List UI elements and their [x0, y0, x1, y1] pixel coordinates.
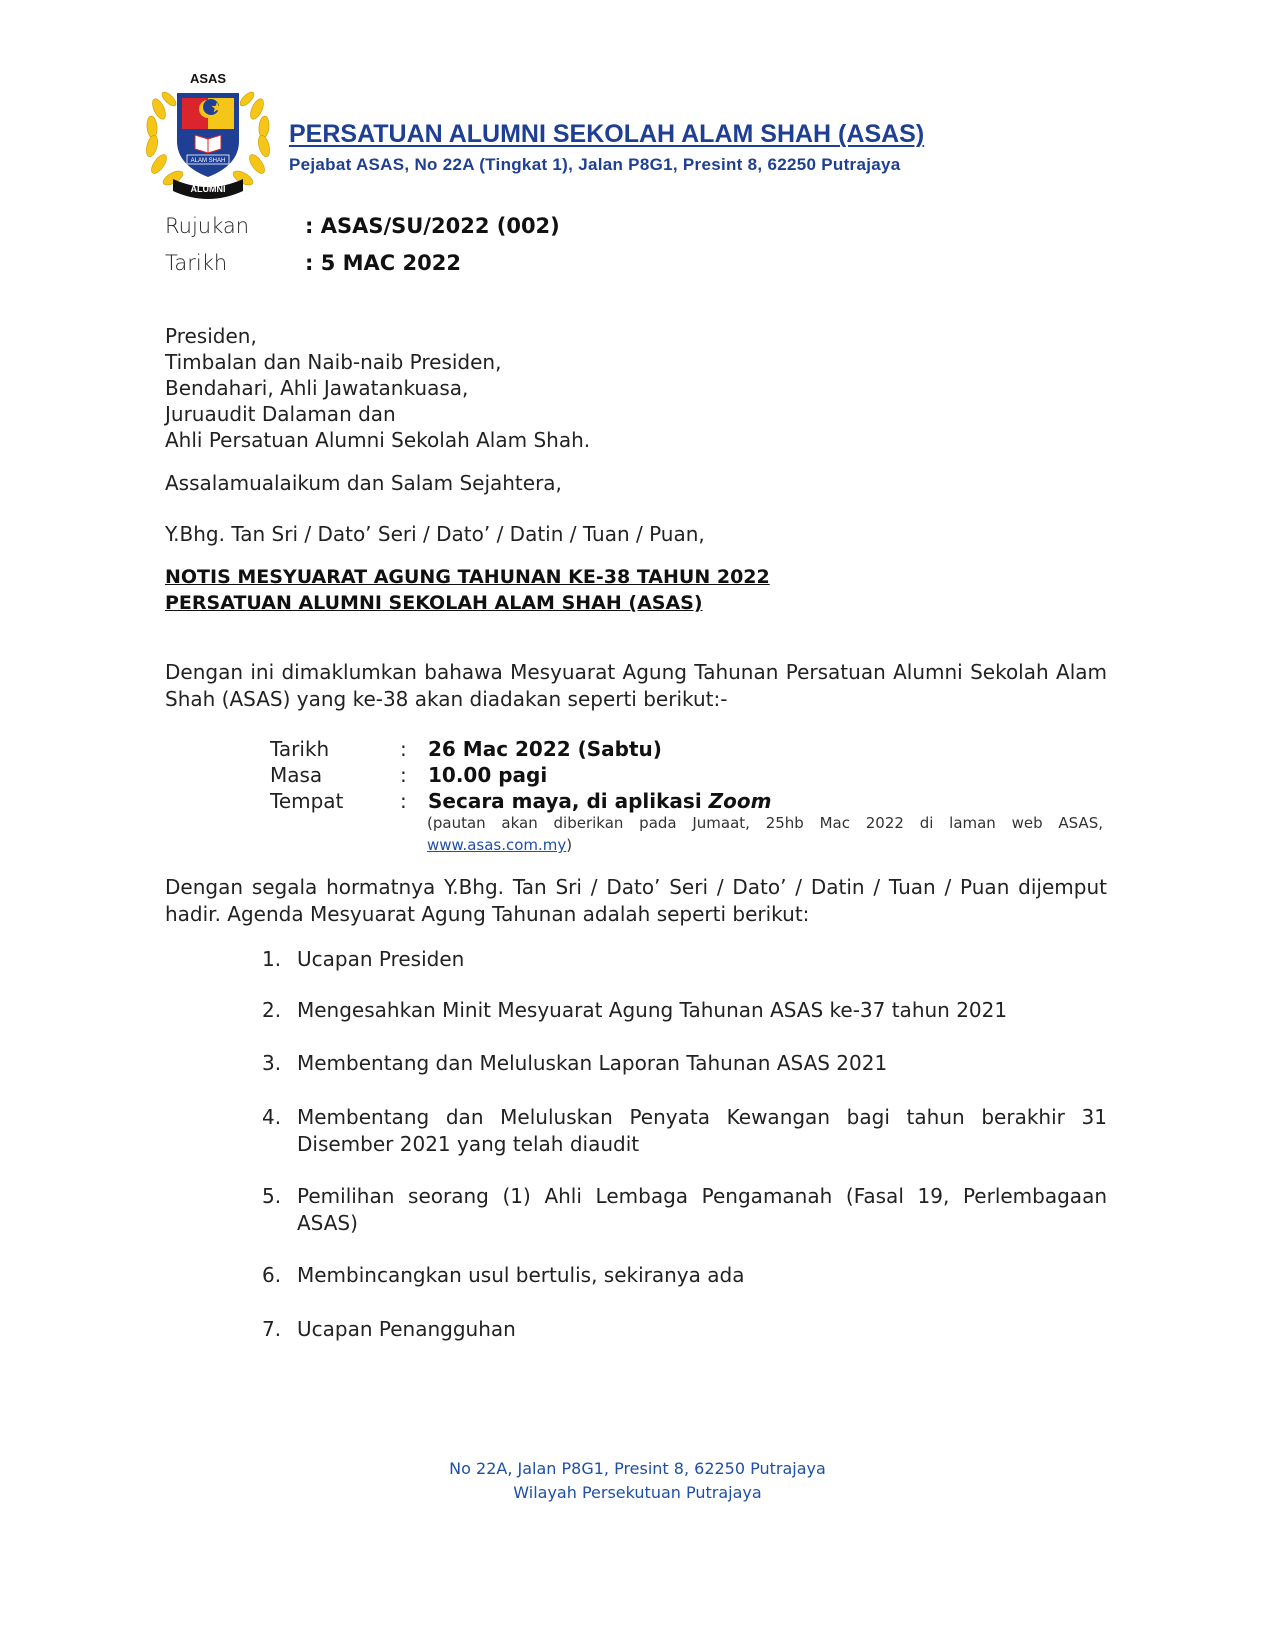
footer-address-line2: Wilayah Persekutuan Putrajaya: [513, 1483, 762, 1502]
agenda-text: Ucapan Presiden: [297, 947, 465, 971]
agenda-number: 3.: [262, 1051, 282, 1075]
colon: :: [400, 789, 407, 813]
meeting-venue-value: [428, 789, 771, 813]
reference-label: Rujukan: [165, 214, 250, 238]
recipient-line: Timbalan dan Naib-naib Presiden,: [165, 350, 502, 374]
greeting: Assalamualaikum dan Salam Sejahtera,: [165, 471, 562, 495]
agenda-text: Membentang dan Meluluskan Penyata Kewangan bagi tahun berakhir 31 Disember 2021 yang telah diaudit: [297, 1105, 1107, 1156]
agenda-text: Membincangkan usul bertulis, sekiranya ada: [297, 1263, 745, 1287]
colon: :: [400, 763, 407, 787]
notice-title-line1: NOTIS MESYUARAT AGUNG TAHUNAN KE-38 TAHUN 2022: [165, 566, 770, 588]
org-name: PERSATUAN ALUMNI SEKOLAH ALAM SHAH (ASAS): [289, 120, 925, 148]
agenda-item: [262, 1262, 1107, 1289]
reference-row: [165, 214, 560, 238]
asas-website-link[interactable]: www.asas.com.my: [427, 836, 567, 854]
org-address: Pejabat ASAS, No 22A (Tingkat 1), Jalan P8G1, Presint 8, 62250 Putrajaya: [289, 155, 901, 174]
venue-app-name: Zoom: [708, 789, 772, 813]
meeting-date-value: 26 Mac 2022 (Sabtu): [428, 737, 662, 761]
agenda-text: Pemilihan seorang (1) Ahli Lembaga Pengamanah (Fasal 19, Perlembagaan ASAS): [297, 1184, 1107, 1235]
note-text: (pautan akan diberikan pada Jumaat, 25hb Mac 2022 di laman web ASAS,: [427, 814, 1103, 832]
letter-date-row: [165, 251, 461, 275]
footer-address-line1: No 22A, Jalan P8G1, Presint 8, 62250 Putrajaya: [449, 1459, 826, 1478]
agenda-text: Ucapan Penangguhan: [297, 1317, 516, 1341]
meeting-date-row: [270, 736, 662, 762]
salutation: Y.Bhg. Tan Sri / Dato’ Seri / Dato’ / Datin / Tuan / Puan,: [165, 522, 705, 546]
meeting-date-label: Tarikh: [270, 737, 330, 761]
agenda-number: 1.: [262, 947, 282, 971]
agenda-item: [262, 1183, 1107, 1237]
meeting-time-label: Masa: [270, 763, 323, 787]
agenda-number: 6.: [262, 1263, 282, 1287]
asas-alumni-logo: [143, 69, 273, 200]
svg-text:ASAS: ASAS: [189, 71, 227, 86]
reference-value: : ASAS/SU/2022 (002): [305, 214, 560, 238]
agenda-item: [262, 1050, 1107, 1077]
recipient-line: Bendahari, Ahli Jawatankuasa,: [165, 376, 469, 400]
agenda-text: Membentang dan Meluluskan Laporan Tahunan ASAS 2021: [297, 1051, 888, 1075]
meeting-time-value: 10.00 pagi: [428, 763, 548, 787]
meeting-link-note: [427, 812, 1103, 856]
agenda-number: 4.: [262, 1105, 282, 1129]
agenda-item: [262, 1316, 1107, 1343]
meeting-venue-row: [270, 788, 771, 814]
svg-text:ALAM SHAH: ALAM SHAH: [190, 158, 226, 164]
recipient-line: Ahli Persatuan Alumni Sekolah Alam Shah.: [165, 428, 591, 452]
venue-text: Secara maya, di aplikasi: [428, 789, 709, 813]
note-suffix: ): [566, 836, 573, 854]
agenda-number: 5.: [262, 1184, 282, 1208]
intro-paragraph: Dengan ini dimaklumkan bahawa Mesyuarat Agung Tahunan Persatuan Alumni Sekolah Alam Shah (ASAS) yang ke-38 akan diadakan seperti berikut:-: [165, 660, 1107, 711]
svg-text:ALUMNI: ALUMNI: [190, 184, 226, 194]
agenda-number: 7.: [262, 1317, 282, 1341]
agenda-number: 2.: [262, 998, 282, 1022]
letter-date-label: Tarikh: [165, 251, 228, 275]
agenda-item: [262, 946, 1107, 973]
agenda-item: [262, 1104, 1107, 1158]
invitation-paragraph: Dengan segala hormatnya Y.Bhg. Tan Sri / Dato’ Seri / Dato’ / Datin / Tuan / Puan dijemput hadir. Agenda Mesyuarat Agung Tahunan adalah seperti berikut:: [165, 875, 1107, 926]
letter-date-value: : 5 MAC 2022: [305, 251, 461, 275]
recipient-line: Presiden,: [165, 324, 257, 348]
recipient-line: Juruaudit Dalaman dan: [165, 402, 396, 426]
notice-title-line2: PERSATUAN ALUMNI SEKOLAH ALAM SHAH (ASAS): [165, 592, 703, 614]
agenda-text: Mengesahkan Minit Mesyuarat Agung Tahunan ASAS ke-37 tahun 2021: [297, 998, 1008, 1022]
meeting-venue-label: Tempat: [270, 789, 344, 813]
meeting-time-row: [270, 762, 547, 788]
agenda-item: [262, 997, 1107, 1024]
colon: :: [400, 737, 407, 761]
